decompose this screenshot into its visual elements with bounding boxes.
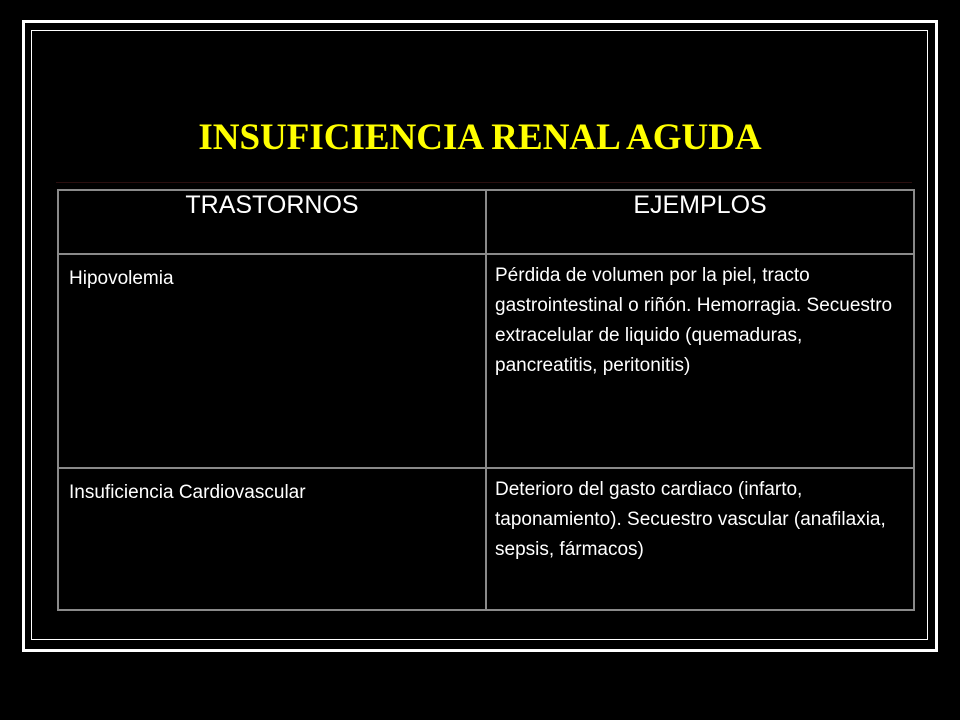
title-divider [56,182,912,183]
table-header-row [58,190,914,254]
disorder-cell: Insuficiencia Cardiovascular [58,468,486,610]
header-trastornos: TRASTORNOS [58,190,486,254]
slide-title: INSUFICIENCIA RENAL AGUDA [198,117,762,158]
disorders-table [57,189,915,611]
header-ejemplos: EJEMPLOS [486,190,914,254]
table-row [58,468,914,610]
examples-cell: Pérdida de volumen por la piel, tracto gastrointestinal o riñón. Hemorragia. Secuestro extracelular de liquido (quemaduras, pancreatitis, peritonitis) [486,254,914,468]
examples-cell: Deterioro del gasto cardiaco (infarto, taponamiento). Secuestro vascular (anafilaxia, sepsis, fármacos) [486,468,914,610]
table-row [58,254,914,468]
disorder-cell: Hipovolemia [58,254,486,468]
